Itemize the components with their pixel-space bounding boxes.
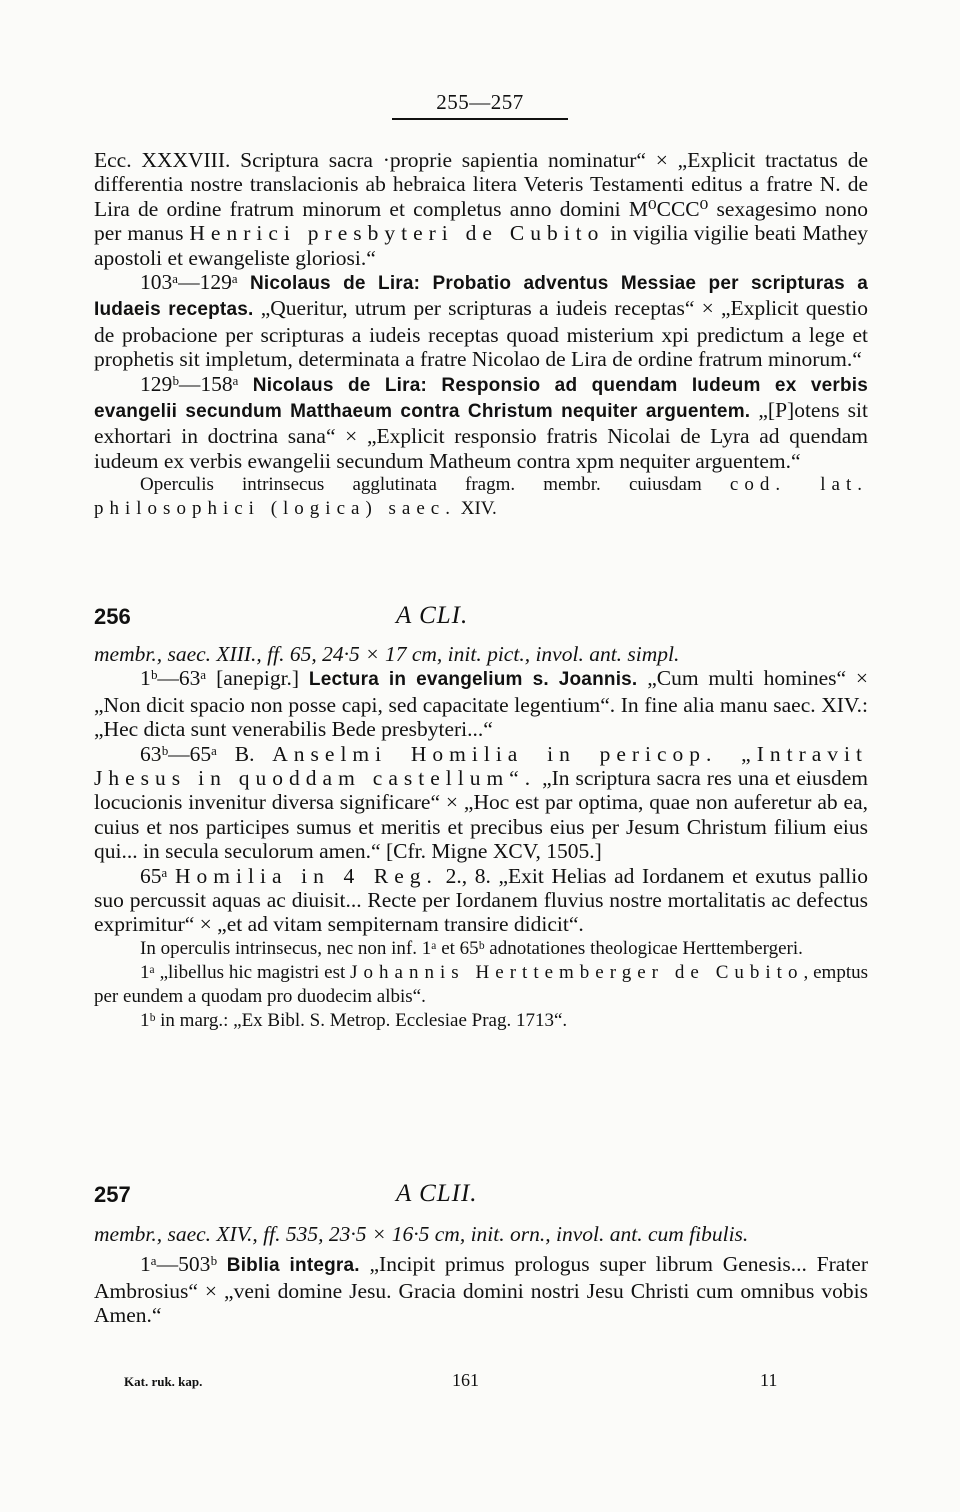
entry-256-body — [94, 642, 868, 1033]
paragraph-anselmi: 63ᵇ—65ᵃ B. Anselmi Homilia in pericop. „Intravit Jhesus in quoddam castellum“. „In scriptura sacra res una et eiusdem locucionis invenitur diversa significare“ × „Hoc est par optima, quae non auferetur ab ea, cuius et nos participes sumus et meritis et precibus eius per Jesum Christum filium eius qui... in secula seculorum amen.“ [Cfr. Migne XCV, 1505.] — [94, 741, 868, 864]
entry-shelfmark: A CLI. — [396, 602, 469, 629]
entry-shelfmark: A CLII. — [396, 1180, 478, 1207]
paragraph-responsio: 129ᵇ—158ᵃ Nicolaus de Lira: Responsio ad quendam Iudeum ex verbis evangelii secundum Matthaeum contra Christum nequiter arguentem. „[P]otens sit exhortari in doctrina sana“ × „Explicit responsio fratris Nicolai de Lyra ad quendam iudeum ex verbis ewangelii secundum Matheum contra xpm nequiter arguentem.“ — [94, 371, 868, 473]
signature-mark: 11 — [760, 1370, 778, 1390]
note-margin: 1ᵇ in marg.: „Ex Bibl. S. Metrop. Ecclesiae Prag. 1713“. — [140, 1009, 568, 1031]
entry-256-heading — [94, 604, 868, 636]
entry-257-body — [94, 1222, 868, 1328]
entry-number: 256 — [94, 604, 131, 629]
paragraph-explicit-ecc: Ecc. XXXVIII. Scriptura sacra ·proprie sapientia nominatur“ × „Explicit tractatus de differentia nostre translacionis ab hebraica litera Veteris Testamenti editus a fratre N. de Lira de ordine fratrum minorum et completus anno domini M⁰CCC⁰ sexagesimo nono per manus Henrici presbyteri de Cubito in vigilia vigilie beati Mathey apostoli et ewangeliste gloriosi.“ — [94, 148, 868, 270]
footer-catalogue-abbrev: Kat. ruk. kap. — [124, 1374, 203, 1389]
paragraph-homilia: 65ᵃ Homilia in 4 Reg. 2., 8. „Exit Helias ad Iordanem et exutus pallio suo percussit aquas ac diuisit... Recte per Iordanem fluvius nostre mortalitatis ac defectus exprimitur“ × „et ad vitam sempiternam transire didicit“. — [94, 863, 868, 937]
entry-description: membr., saec. XIV., ff. 535, 23·5 × 16·5 cm, init. orn., invol. ant. cum fibulis. — [94, 1222, 749, 1246]
running-header: 255—257 — [436, 90, 524, 114]
paragraph-lectura: 1ᵇ—63ᵃ [anepigr.] Lectura in evangelium s. Joannis. „Cum multi homines“ × „Non dicit spacio non posse capi, sed capacitate legentium“. In fine alia manu saec. XIV.: „Hec dicta sunt venerabilis Bede presbyteri...“ — [94, 666, 868, 742]
note-libellus: 1ᵃ „libellus hic magistri est Johannis Herttemberger de Cubito, emptus per eundem a quodam pro duodecim albis“. — [94, 961, 868, 1007]
header-rule — [392, 118, 568, 120]
entry-257-heading — [94, 1182, 868, 1214]
page-footer — [0, 1370, 960, 1396]
page-number: 161 — [452, 1370, 479, 1390]
paragraph-biblia: 1ᵃ—503ᵇ Biblia integra. „Incipit primus prologus super librum Genesis... Frater Ambrosius“ × „veni domine Jesu. Gracia domini nostri Jesu Christi cum omnibus vobis Amen.“ — [94, 1252, 868, 1328]
paragraph-operculis: Operculis intrinsecus agglutinata fragm. membr. cuiusdam cod. lat. philosophici (logica) saec. XIV. — [94, 474, 868, 520]
entry-number: 257 — [94, 1182, 131, 1207]
entry-description: membr., saec. XIII., ff. 65, 24·5 × 17 cm, init. pict., invol. ant. simpl. — [94, 642, 680, 666]
paragraph-probatio: 103ᵃ—129ᵃ Nicolaus de Lira: Probatio adventus Messiae per scripturas a Iudaeis receptas. „Queritur, utrum per scripturas a iudeis receptas“ × „Explicit questio de probacione per scripturas a iudeis receptas quoad misterium xpi predictum a lege et prophetis sit impletum, determinata a fratre Nicolao de Lira de ordine fratrum minorum.“ — [94, 270, 869, 372]
note-operculis: In operculis intrinsecus, nec non inf. 1ᵃ et 65ᵇ adnotationes theologicae Herttembergeri. — [140, 937, 803, 959]
entry-255-continuation — [94, 148, 868, 521]
